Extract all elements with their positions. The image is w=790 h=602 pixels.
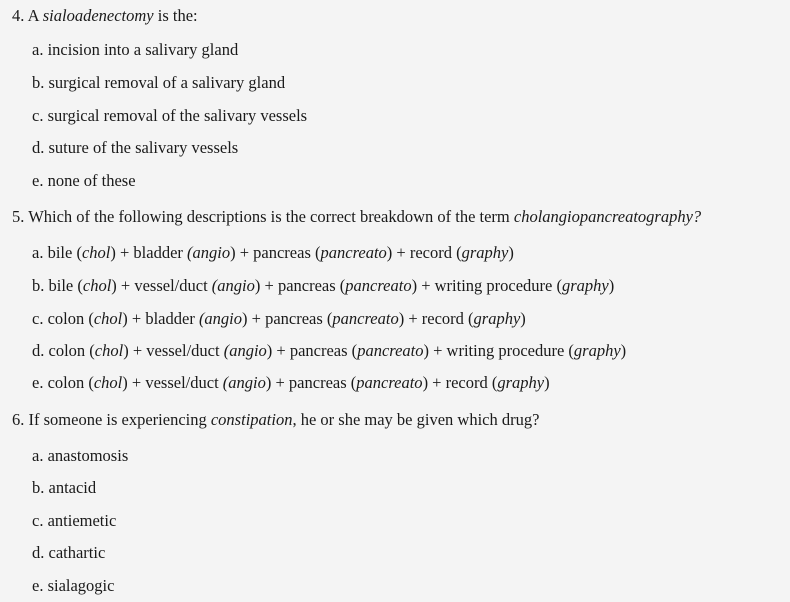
option-text: ) + pancreas ( [266,341,358,360]
option-text: ) + pancreas ( [265,373,357,392]
option-text: ) + pancreas ( [254,276,346,295]
option-text: ) + vessel/duct [123,341,224,360]
option-text: ) + record ( [398,309,474,328]
option-text: ) + bladder [122,309,199,328]
option-text: c. colon ( [32,309,94,328]
word-part: (angio [223,341,267,360]
option-text: b. bile ( [32,276,83,295]
option-text: ) [508,243,514,262]
word-part: pancreato [357,341,424,360]
question-6-stem [12,410,539,430]
option-text: a. bile ( [32,243,82,262]
option-text: ) + writing procedure ( [423,341,574,360]
word-part: chol [94,341,124,360]
word-part: pancreato [320,243,387,262]
word-part: graphy [473,309,521,328]
question-5-option-a[interactable] [32,243,514,263]
question-5-option-c[interactable] [32,309,526,329]
option-text: ) + record ( [386,243,462,262]
option-text: ) [544,373,550,392]
option-text: ) + writing procedure ( [411,276,562,295]
question-4-option-c[interactable]: c. surgical removal of the salivary vessels [32,106,308,125]
question-4-term: sialoadenectomy [42,6,154,25]
question-6-option-b[interactable]: b. antacid [32,478,97,497]
question-4-option-a[interactable]: a. incision into a salivary gland [32,40,239,59]
question-6-suffix: , he or she may be given which drug? [292,410,540,429]
option-text: e. colon ( [32,373,94,392]
option-text: ) + pancreas ( [230,243,321,262]
word-part: graphy [461,243,509,262]
word-part: pancreato [356,373,423,392]
question-6-option-c[interactable]: c. antiemetic [32,511,117,530]
question-4-stem [12,6,198,26]
word-part: (angio [198,309,243,328]
word-part: chol [82,276,112,295]
option-text: ) [520,309,526,328]
question-4-option-e[interactable]: e. none of these [32,171,136,190]
option-text: ) [620,341,627,360]
word-part: pancreato [332,309,399,328]
question-6-option-d[interactable]: d. cathartic [32,543,106,562]
question-5-stem [12,207,701,227]
option-text: ) + pancreas ( [242,309,333,328]
question-4-prefix: 4. A [12,6,43,25]
word-part: graphy [562,276,609,295]
question-6-option-e[interactable]: e. sialagogic [32,576,115,595]
question-6-prefix: 6. If someone is experiencing [12,410,211,429]
option-text: d. colon ( [32,341,95,360]
word-part: (angio [222,373,266,392]
question-5-option-b[interactable] [32,276,614,296]
question-5-option-e[interactable] [32,373,550,393]
word-part: (angio [187,243,231,262]
word-part: chol [81,243,111,262]
word-part: graphy [573,341,621,360]
question-4-option-d[interactable]: d. suture of the salivary vessels [32,138,239,157]
word-part: (angio [211,276,255,295]
question-6-option-a[interactable]: a. anastomosis [32,446,129,465]
word-part: pancreato [345,276,412,295]
option-text: ) + bladder [110,243,188,262]
question-6-term: constipation [210,410,293,429]
option-text: ) + record ( [422,373,498,392]
question-4-option-b[interactable]: b. surgical removal of a salivary gland [32,73,286,92]
word-part: chol [93,373,123,392]
question-4-suffix: is the: [153,6,198,25]
option-text: ) + vessel/duct [111,276,212,295]
option-text: ) [608,276,615,295]
word-part: chol [93,309,123,328]
word-part: graphy [497,373,545,392]
option-text: ) + vessel/duct [122,373,223,392]
question-5-option-d[interactable] [32,341,626,361]
question-5-prefix: 5. Which of the following descriptions is the correct breakdown of the term [12,207,514,226]
question-5-term: cholangiopancreatography? [513,207,702,226]
